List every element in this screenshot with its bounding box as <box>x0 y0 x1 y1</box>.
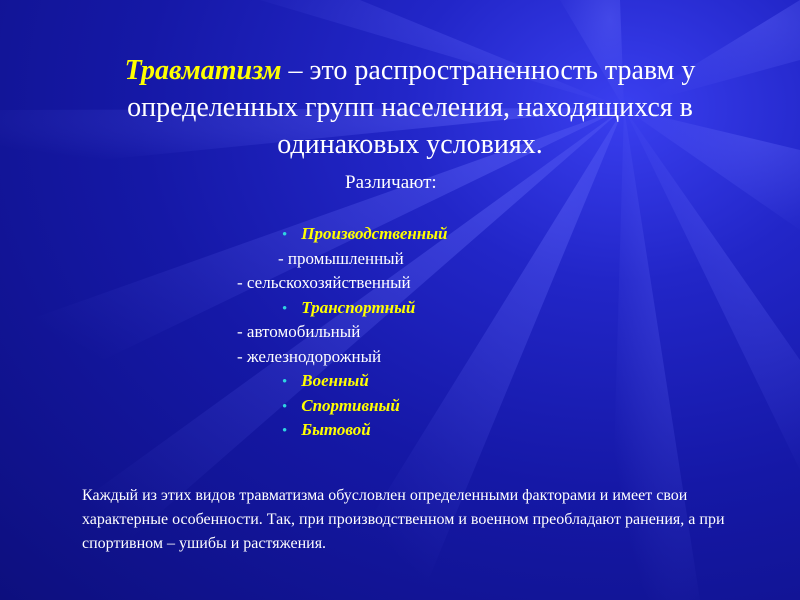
list-subitem: - промышленный <box>278 248 404 268</box>
category-transport: Транспортный <box>301 297 416 317</box>
list-subitem: - сельскохозяйственный <box>237 273 411 292</box>
bullet-icon: • <box>282 374 288 390</box>
bullet-icon: • <box>282 398 288 415</box>
list-item <box>282 369 369 395</box>
list-item <box>282 394 400 420</box>
list-item <box>282 296 415 322</box>
title-term: Травматизм <box>124 55 282 86</box>
slide-title <box>60 52 760 163</box>
bullet-icon: • <box>282 300 288 317</box>
subhead: Различают: <box>345 172 437 193</box>
list-subitem: - автомобильный <box>237 322 361 341</box>
category-military: Военный <box>301 371 369 390</box>
category-domestic: Бытовой <box>301 420 371 439</box>
bullet-icon: • <box>282 423 288 439</box>
title-definition: – это распространенность травм у определенных групп населения, находящихся в одинаковых условиях. <box>127 55 696 160</box>
category-industrial: Производственный <box>301 224 448 243</box>
list-item <box>282 418 371 444</box>
footer-paragraph: Каждый из этих видов травматизма обусловлен определенными факторами и имеет свои характерные особенности. Так, при производственном и военном преобладают ранения, а при спортивном – ушибы и растяжения. <box>82 487 725 552</box>
bullet-icon: • <box>282 227 288 243</box>
list-subitem: - железнодорожный <box>237 346 382 366</box>
list-item <box>282 222 447 248</box>
category-sport: Спортивный <box>301 395 400 415</box>
